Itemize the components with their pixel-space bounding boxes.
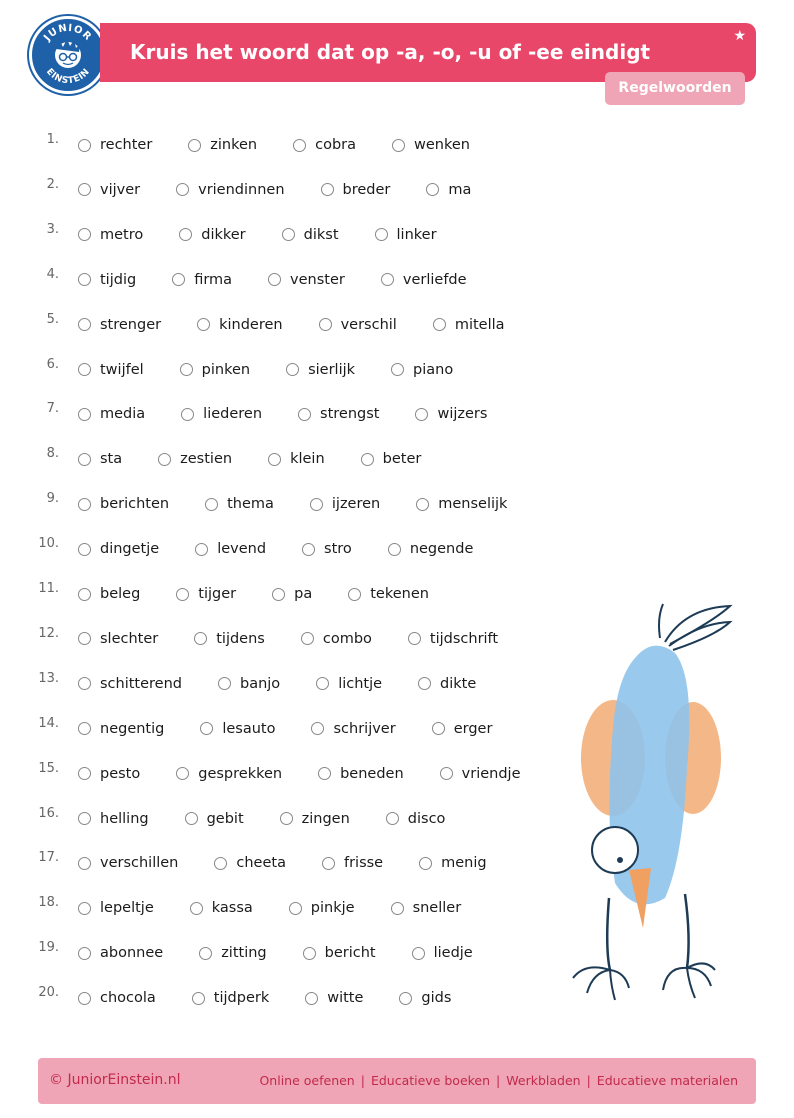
answer-option[interactable] <box>286 359 355 381</box>
answer-word: negende <box>409 541 474 558</box>
page-title: Kruis het woord dat op -a, -o, -u of -ee eindigt <box>130 40 651 64</box>
radio-button[interactable] <box>192 992 205 1005</box>
radio-button[interactable] <box>375 228 388 241</box>
question-number: 5. <box>46 311 59 327</box>
radio-button[interactable] <box>321 183 334 196</box>
answer-option[interactable] <box>268 269 345 291</box>
answer-word: lichtje <box>338 675 383 692</box>
radio-button[interactable] <box>185 812 198 825</box>
answer-word: pa <box>294 586 313 602</box>
answer-option[interactable] <box>381 269 467 291</box>
radio-button[interactable] <box>218 677 231 690</box>
category-tag[interactable]: Regelwoorden <box>605 72 745 105</box>
answer-word: twijfel <box>100 361 144 378</box>
answer-word: gesprekken <box>198 765 283 782</box>
radio-button[interactable] <box>195 543 208 556</box>
answer-option[interactable] <box>418 673 476 695</box>
answer-option[interactable] <box>176 763 282 785</box>
question-row <box>0 760 521 787</box>
radio-button[interactable] <box>190 902 203 915</box>
radio-button[interactable] <box>78 408 91 421</box>
answer-word: dikst <box>303 226 339 243</box>
answer-word: strenger <box>100 316 162 333</box>
logo-graphic <box>32 19 104 91</box>
answer-option[interactable] <box>194 628 265 650</box>
answer-option[interactable] <box>78 718 164 740</box>
answer-word: abonnee <box>100 945 164 962</box>
radio-button[interactable] <box>179 228 192 241</box>
radio-button[interactable] <box>286 363 299 376</box>
logo-bottom-text: EINSTEIN <box>43 66 93 87</box>
answer-word: rechter <box>100 137 153 153</box>
answer-word: frisse <box>343 855 384 872</box>
answer-word: verschillen <box>100 855 179 872</box>
answer-word: zinken <box>210 137 258 153</box>
answer-option[interactable] <box>78 808 149 830</box>
footer-link-educatieve-boeken[interactable]: Educatieve boeken <box>370 1073 491 1088</box>
radio-button[interactable] <box>408 632 421 645</box>
question-row <box>0 852 520 876</box>
answer-word: pinkje <box>310 900 355 917</box>
answer-option[interactable] <box>388 538 474 560</box>
radio-button[interactable] <box>188 139 201 152</box>
answer-option[interactable] <box>197 314 283 336</box>
radio-button[interactable] <box>78 677 91 690</box>
answer-option[interactable] <box>412 942 473 964</box>
answer-word: tekenen <box>370 586 429 602</box>
question-number: 20. <box>38 985 59 1001</box>
answer-option[interactable] <box>200 718 275 740</box>
answer-word: firma <box>194 271 233 288</box>
radio-button[interactable] <box>78 453 91 466</box>
radio-button[interactable] <box>416 498 429 511</box>
answer-option[interactable] <box>268 448 325 470</box>
answer-word: wenken <box>414 137 470 153</box>
answer-option[interactable] <box>303 942 376 964</box>
answer-option[interactable] <box>408 628 498 650</box>
question-row <box>0 942 520 966</box>
question-row <box>0 670 520 697</box>
answer-word: vriendinnen <box>198 181 285 198</box>
question-number: 9. <box>46 491 59 507</box>
answer-option[interactable] <box>298 403 379 425</box>
radio-button[interactable] <box>433 318 446 331</box>
answer-word: combo <box>322 630 372 647</box>
radio-button[interactable] <box>399 992 412 1005</box>
question-number: 14. <box>38 715 59 731</box>
radio-button[interactable] <box>180 363 193 376</box>
radio-button[interactable] <box>268 453 281 466</box>
answer-option[interactable] <box>282 224 339 246</box>
question-number: 12. <box>38 625 59 641</box>
question-number: 18. <box>38 895 59 911</box>
answer-option[interactable] <box>280 808 350 830</box>
answer-word: lepeltje <box>100 900 154 917</box>
answer-option[interactable] <box>426 179 471 201</box>
radio-button[interactable] <box>194 632 207 645</box>
radio-button[interactable] <box>440 767 453 780</box>
answer-option[interactable] <box>392 134 470 156</box>
radio-button[interactable] <box>310 498 323 511</box>
radio-button[interactable] <box>305 992 318 1005</box>
answer-word: pesto <box>100 765 141 782</box>
radio-button[interactable] <box>78 812 91 825</box>
answer-option[interactable] <box>181 403 262 425</box>
answer-option[interactable] <box>78 224 143 246</box>
answer-word: bericht <box>324 945 376 962</box>
answer-option[interactable] <box>176 583 236 605</box>
radio-button[interactable] <box>200 722 213 735</box>
radio-button[interactable] <box>432 722 445 735</box>
question-row <box>0 311 520 338</box>
radio-button[interactable] <box>172 273 185 286</box>
answer-option[interactable] <box>322 852 383 874</box>
answer-word: kinderen <box>219 316 283 333</box>
footer <box>38 1058 756 1104</box>
answer-word: lesauto <box>222 720 276 737</box>
radio-button[interactable] <box>78 947 91 960</box>
answer-option[interactable] <box>391 359 453 381</box>
answer-word: cobra <box>315 137 357 153</box>
question-row <box>0 805 520 832</box>
question-number: 16. <box>38 805 59 821</box>
question-number: 11. <box>38 581 59 596</box>
answer-word: klein <box>290 451 325 468</box>
answer-option[interactable] <box>78 134 152 156</box>
answer-word: wijzers <box>437 406 488 423</box>
answer-option[interactable] <box>78 852 178 874</box>
answer-word: negentig <box>100 720 165 737</box>
radio-button[interactable] <box>78 273 91 286</box>
radio-button[interactable] <box>418 677 431 690</box>
answer-word: zingen <box>301 810 350 827</box>
radio-button[interactable] <box>322 857 335 870</box>
answer-option[interactable] <box>318 763 404 785</box>
answer-word: berichten <box>100 496 170 513</box>
answer-word: sierlijk <box>308 361 356 378</box>
answer-word: gebit <box>206 810 244 827</box>
question-row <box>0 266 520 293</box>
answer-option[interactable] <box>293 134 356 156</box>
answer-word: beleg <box>100 586 141 602</box>
answer-word: dikte <box>440 675 477 692</box>
answer-option[interactable] <box>218 673 280 695</box>
footer-links <box>259 1073 738 1088</box>
question-row <box>0 356 520 383</box>
radio-button[interactable] <box>348 588 361 601</box>
footer-separator: | <box>586 1073 591 1088</box>
answer-word: schitterend <box>100 675 182 692</box>
answer-word: levend <box>217 541 267 558</box>
answer-word: vriendje <box>461 765 521 782</box>
answer-word: gids <box>421 990 452 1007</box>
star-icon: ★ <box>733 28 746 44</box>
answer-word: zestien <box>180 451 233 468</box>
answer-option[interactable] <box>78 179 140 201</box>
question-row <box>0 583 520 607</box>
bird-illustration <box>565 598 740 1008</box>
radio-button[interactable] <box>78 183 91 196</box>
radio-button[interactable] <box>205 498 218 511</box>
answer-option[interactable] <box>172 269 232 291</box>
answer-word: media <box>100 406 146 423</box>
footer-link-educatieve-materialen[interactable]: Educatieve materialen <box>596 1073 738 1088</box>
answer-option[interactable] <box>302 538 352 560</box>
svg-text:EINSTEIN <box>44 67 92 86</box>
question-row <box>0 176 520 203</box>
question-row <box>0 403 520 427</box>
answer-option[interactable] <box>78 538 159 560</box>
radio-button[interactable] <box>302 543 315 556</box>
answer-word: cheeta <box>236 855 286 872</box>
radio-button[interactable] <box>176 767 189 780</box>
radio-button[interactable] <box>318 767 331 780</box>
answer-option[interactable] <box>375 224 437 246</box>
answer-option[interactable] <box>179 224 245 246</box>
answer-option[interactable] <box>386 808 446 830</box>
question-row <box>0 134 520 158</box>
answer-word: disco <box>407 810 446 827</box>
answer-option[interactable] <box>440 763 521 785</box>
radio-button[interactable] <box>78 722 91 735</box>
radio-button[interactable] <box>78 632 91 645</box>
answer-option[interactable] <box>319 314 397 336</box>
answer-word: thema <box>227 496 274 513</box>
question-number: 13. <box>38 670 59 686</box>
answer-option[interactable] <box>391 897 462 919</box>
footer-link-online-oefenen[interactable]: Online oefenen <box>259 1073 355 1088</box>
answer-option[interactable] <box>78 493 169 515</box>
radio-button[interactable] <box>293 139 306 152</box>
radio-button[interactable] <box>298 408 311 421</box>
answer-option[interactable] <box>176 179 284 201</box>
answer-word: kassa <box>211 900 253 917</box>
answer-option[interactable] <box>311 718 395 740</box>
junior-einstein-logo <box>29 16 107 94</box>
answer-word: zitting <box>221 945 267 962</box>
radio-button[interactable] <box>78 767 91 780</box>
answer-option[interactable] <box>361 448 422 470</box>
answer-word: schrijver <box>333 720 396 737</box>
question-number: 1. <box>46 132 59 147</box>
answer-word: menig <box>441 855 487 872</box>
answer-option[interactable] <box>289 897 355 919</box>
answer-option[interactable] <box>78 583 140 605</box>
question-number: 19. <box>38 940 59 956</box>
radio-button[interactable] <box>388 543 401 556</box>
question-row <box>0 625 520 652</box>
radio-button[interactable] <box>415 408 428 421</box>
radio-button[interactable] <box>78 857 91 870</box>
answer-option[interactable] <box>415 403 487 425</box>
answer-word: dikker <box>201 226 246 243</box>
radio-button[interactable] <box>214 857 227 870</box>
answer-option[interactable] <box>78 673 182 695</box>
radio-button[interactable] <box>311 722 324 735</box>
radio-button[interactable] <box>197 318 210 331</box>
answer-word: erger <box>453 720 493 737</box>
logo-top-text: JUNIOR <box>42 22 94 44</box>
answer-option[interactable] <box>321 179 391 201</box>
answer-word: pinken <box>201 361 251 378</box>
radio-button[interactable] <box>391 363 404 376</box>
answer-option[interactable] <box>78 269 136 291</box>
answer-word: beter <box>382 451 422 468</box>
answer-option[interactable] <box>78 942 163 964</box>
answer-option[interactable] <box>419 852 486 874</box>
radio-button[interactable] <box>381 273 394 286</box>
answer-option[interactable] <box>272 583 312 605</box>
answer-word: chocola <box>100 990 156 1007</box>
footer-separator: | <box>496 1073 501 1088</box>
answer-option[interactable] <box>78 448 122 470</box>
question-number: 10. <box>38 536 59 552</box>
answer-option[interactable] <box>399 987 451 1009</box>
answer-word: beneden <box>340 765 404 782</box>
answer-word: witte <box>327 990 364 1007</box>
radio-button[interactable] <box>301 632 314 645</box>
radio-button[interactable] <box>78 543 91 556</box>
answer-word: vijver <box>100 181 141 198</box>
answer-option[interactable] <box>195 538 266 560</box>
radio-button[interactable] <box>392 139 405 152</box>
radio-button[interactable] <box>199 947 212 960</box>
radio-button[interactable] <box>176 183 189 196</box>
answer-word: breder <box>342 181 391 198</box>
footer-separator: | <box>360 1073 365 1088</box>
radio-button[interactable] <box>412 947 425 960</box>
radio-button[interactable] <box>419 857 432 870</box>
radio-button[interactable] <box>303 947 316 960</box>
answer-word: verschil <box>340 316 397 333</box>
radio-button[interactable] <box>78 139 91 152</box>
answer-word: tijdens <box>216 630 265 647</box>
question-row <box>0 987 520 1011</box>
answer-option[interactable] <box>78 359 144 381</box>
radio-button[interactable] <box>181 408 194 421</box>
radio-button[interactable] <box>426 183 439 196</box>
answer-word: banjo <box>240 675 281 692</box>
answer-option[interactable] <box>432 718 493 740</box>
answer-word: verliefde <box>402 271 467 288</box>
radio-button[interactable] <box>282 228 295 241</box>
question-number: 4. <box>46 266 59 282</box>
question-number: 7. <box>46 401 59 417</box>
answer-word: slechter <box>100 630 159 647</box>
answer-word: metro <box>100 226 144 243</box>
answer-word: piano <box>413 361 454 378</box>
answer-option[interactable] <box>78 628 158 650</box>
radio-button[interactable] <box>319 318 332 331</box>
answer-word: linker <box>396 226 437 243</box>
answer-option[interactable] <box>78 403 145 425</box>
answer-option[interactable] <box>433 314 505 336</box>
answer-option[interactable] <box>214 852 286 874</box>
answer-option[interactable] <box>188 134 257 156</box>
radio-button[interactable] <box>78 588 91 601</box>
radio-button[interactable] <box>78 363 91 376</box>
answer-word: tijdperk <box>213 990 270 1007</box>
radio-button[interactable] <box>158 453 171 466</box>
question-number: 8. <box>46 446 59 462</box>
answer-option[interactable] <box>199 942 266 964</box>
answer-option[interactable] <box>78 897 154 919</box>
radio-button[interactable] <box>78 228 91 241</box>
answer-word: mitella <box>454 316 505 333</box>
footer-link-werkbladen[interactable]: Werkbladen <box>506 1073 581 1088</box>
answer-word: stro <box>324 541 352 558</box>
answer-word: liederen <box>203 406 263 423</box>
answer-option[interactable] <box>78 314 161 336</box>
radio-button[interactable] <box>176 588 189 601</box>
radio-button[interactable] <box>272 588 285 601</box>
radio-button[interactable] <box>280 812 293 825</box>
answer-option[interactable] <box>190 897 253 919</box>
answer-option[interactable] <box>316 673 382 695</box>
answer-option[interactable] <box>416 493 507 515</box>
question-number: 17. <box>38 850 59 866</box>
answer-option[interactable] <box>78 763 140 785</box>
radio-button[interactable] <box>289 902 302 915</box>
footer-copyright[interactable]: © JuniorEinstein.nl <box>49 1072 181 1088</box>
answer-option[interactable] <box>310 493 380 515</box>
question-number: 15. <box>38 760 59 776</box>
question-row <box>0 493 520 517</box>
answer-option[interactable] <box>305 987 363 1009</box>
radio-button[interactable] <box>391 902 404 915</box>
answer-option[interactable] <box>348 583 429 605</box>
radio-button[interactable] <box>268 273 281 286</box>
question-row <box>0 448 520 472</box>
answer-option[interactable] <box>158 448 232 470</box>
question-row <box>0 538 520 562</box>
answer-word: strengst <box>320 406 380 423</box>
answer-word: dingetje <box>100 541 160 558</box>
radio-button[interactable] <box>316 677 329 690</box>
answer-word: tijger <box>198 586 237 602</box>
answer-option[interactable] <box>180 359 250 381</box>
answer-option[interactable] <box>301 628 372 650</box>
answer-word: tijdig <box>100 271 137 288</box>
question-number: 6. <box>46 356 59 372</box>
radio-button[interactable] <box>361 453 374 466</box>
answer-option[interactable] <box>205 493 274 515</box>
question-number: 2. <box>46 176 59 192</box>
answer-option[interactable] <box>78 987 156 1009</box>
answer-option[interactable] <box>185 808 244 830</box>
question-row <box>0 715 520 742</box>
answer-option[interactable] <box>192 987 269 1009</box>
question-row <box>0 897 520 921</box>
radio-button[interactable] <box>78 498 91 511</box>
answer-word: liedje <box>433 945 473 962</box>
radio-button[interactable] <box>386 812 399 825</box>
question-row <box>0 221 520 248</box>
answer-word: venster <box>290 271 345 288</box>
radio-button[interactable] <box>78 902 91 915</box>
question-number: 3. <box>46 221 59 237</box>
answer-word: sneller <box>412 900 462 917</box>
radio-button[interactable] <box>78 318 91 331</box>
answer-word: menselijk <box>438 496 508 513</box>
answer-word: helling <box>100 810 149 827</box>
answer-word: ma <box>448 181 472 198</box>
answer-word: sta <box>100 451 123 468</box>
radio-button[interactable] <box>78 992 91 1005</box>
answer-word: tijdschrift <box>429 630 499 647</box>
answer-word: ijzeren <box>331 496 381 513</box>
